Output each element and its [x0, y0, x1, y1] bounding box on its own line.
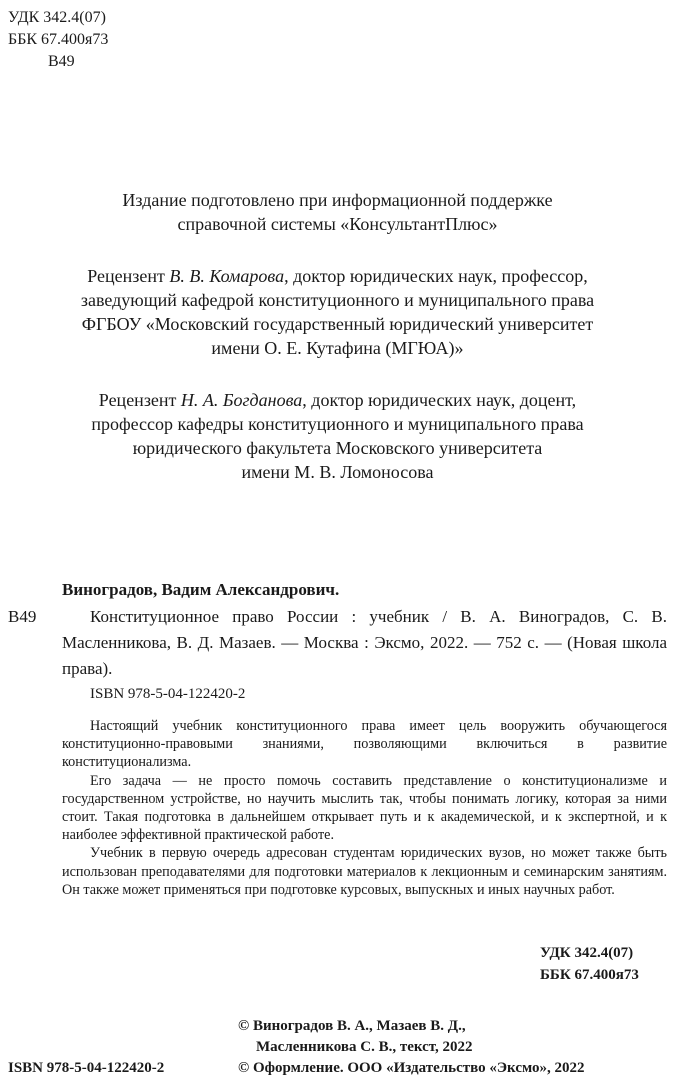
reviewer-1: [0, 264, 675, 360]
annotation-paragraph: Настоящий учебник конституционного права имеет цель вооружить обучающегося конституционно-правовыми знаниями, позволяющими включиться в развитие конституционализма.: [62, 718, 667, 771]
bibliography-code: В49: [8, 607, 37, 626]
annotation: [62, 717, 667, 899]
udk-code-bottom: УДК 342.4(07): [540, 945, 634, 961]
support-line-2: справочной системы «КонсультантПлюс»: [177, 214, 498, 234]
copyright-block: [238, 1016, 585, 1079]
bbk-code: ББК 67.400я73: [8, 31, 109, 48]
bibliography-record: Конституционное право России : учебник / В. А. Виноградов, С. В. Масленникова, В. Д. Мазаев. — Москва : Эксмо, 2022. — 752 с. — (Новая школа права).: [62, 607, 667, 678]
support-note: [0, 188, 675, 236]
author-mark: В49: [48, 53, 75, 70]
reviewer-1-line-3: ФГБОУ «Московский государственный юридический университет: [81, 314, 594, 334]
copyright-line-2: Масленникова С. В., текст, 2022: [256, 1039, 473, 1055]
support-line-1: Издание подготовлено при информационной поддержке: [122, 190, 553, 210]
annotation-paragraph: Учебник в первую очередь адресован студентам юридических вузов, но может также быть использован преподавателями для подготовки материалов к лекционным и семинарским занятиям. Он также может применяться при подготовке курсовых, выпускных и иных научных работ.: [62, 845, 667, 898]
reviewer-2-prefix: Рецензент: [98, 390, 181, 410]
reviewer-2-line-1: [0, 388, 675, 412]
bibliography-author: Виноградов, Вадим Александрович.: [62, 580, 340, 599]
reviewer-1-credentials: , доктор юридических наук, профессор,: [284, 266, 588, 286]
copyright-line-1: © Виноградов В. А., Мазаев В. Д.,: [238, 1018, 466, 1034]
udk-code: УДК 342.4(07): [8, 9, 106, 26]
copyright-line-3: © Оформление. ООО «Издательство «Эксмо», 2022: [238, 1060, 585, 1076]
reviewer-2-credentials: , доктор юридических наук, доцент,: [302, 390, 577, 410]
isbn-bottom: ISBN 978-5-04-122420-2: [8, 1060, 165, 1076]
bibliography-isbn: ISBN 978-5-04-122420-2: [90, 686, 246, 702]
reviewer-2-line-2: профессор кафедры конституционного и муниципального права: [91, 414, 584, 434]
reviewer-1-name: В. В. Комарова: [169, 266, 285, 286]
classification-codes: [8, 7, 108, 73]
reviewer-2-line-3: юридического факультета Московского университета: [132, 438, 543, 458]
reviewer-2-name: Н. А. Богданова: [180, 390, 303, 410]
reviewer-1-line-4: имени О. Е. Кутафина (МГЮА)»: [211, 338, 464, 358]
reviewer-1-prefix: Рецензент: [87, 266, 170, 286]
bbk-code-bottom: ББК 67.400я73: [540, 967, 639, 983]
reviewer-1-line-2: заведующий кафедрой конституционного и муниципального права: [80, 290, 595, 310]
reviewer-2-line-4: имени М. В. Ломоносова: [241, 462, 434, 482]
annotation-paragraph: Его задача — не просто помочь составить представление о конституционализме и государственном устройстве, но научить мыслить так, чтобы понимать логику, которая за ними стоит. Такая подготовка в дальнейшем открывает путь и к академической, и к экспертной, и к наиболее эффективной практической работе.: [62, 772, 667, 844]
reviewer-2: [0, 388, 675, 484]
classification-codes-bottom: [540, 942, 639, 986]
reviewer-1-line-1: [0, 264, 675, 288]
